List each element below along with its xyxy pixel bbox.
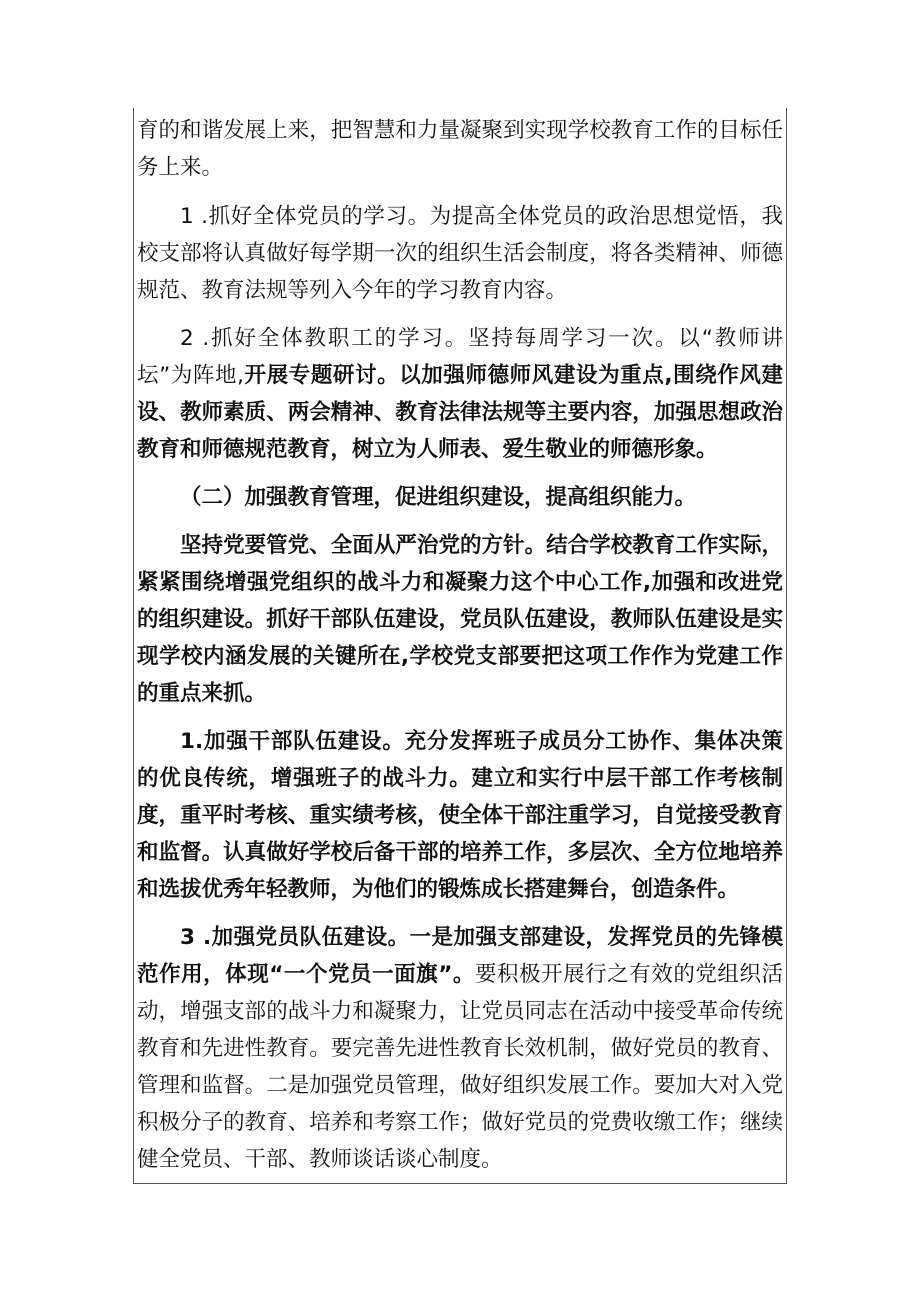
section-heading-education-management: （二）加强教育管理，促进组织建设，提高组织能力。 bbox=[180, 485, 697, 510]
paragraph-staff-study-lead: 2 .抓好全体教职工的学习。坚持每周学习一次。以“教师讲坛”为阵地, bbox=[137, 326, 783, 388]
paragraph-party-governance: 坚持党要管党、全面从严治党的方针。结合学校教育工作实际，紧紧围绕增强党组织的战斗力和凝聚力这个中心工作,加强和改进党的组织建设。抓好干部队伍建设，党员队伍建设，教师队伍建设是实现学校内涵发展的关键所在,学校党支部要把这项工作作为党建工作的重点来抓。 bbox=[137, 533, 783, 706]
paragraph-cadre-team: 1.加强干部队伍建设。充分发挥班子成员分工协作、集体决策的优良传统，增强班子的战斗力。建立和实行中层干部工作考核制度，重平时考核、重实绩考核，使全体干部注重学习，自觉接受教育和监督。认真做好学校后备干部的培养工作，多层次、全方位地培养和选拔优秀年轻教师，为他们的锻炼成长搭建舞台，创造条件。 bbox=[137, 729, 783, 902]
paragraph-continuation: 育的和谐发展上来，把智慧和力量凝聚到实现学校教育工作的目标任务上来。 bbox=[137, 118, 783, 180]
paragraph-staff-study bbox=[137, 320, 783, 468]
paragraph-party-member-team-rest: 要积极开展行之有效的党组织活动，增强支部的战斗力和凝聚力，让党员同志在活动中接受革命传统教育和先进性教育。要完善先进性教育长效机制，做好党员的教育、管理和监督。二是加强党员管理，做好组织发展工作。要加大对入党积极分子的教育、培养和考察工作；做好党员的党费收缴工作；继续健全党员、干部、教师谈话谈心制度。 bbox=[137, 962, 783, 1172]
paragraph-party-member-study: 1 .抓好全体党员的学习。为提高全体党员的政治思想觉悟，我校支部将认真做好每学期一次的组织生活会制度，将各类精神、师德规范、教育法规等列入今年的学习教育内容。 bbox=[137, 204, 783, 303]
document-body bbox=[137, 112, 783, 1189]
paragraph-party-member-team bbox=[137, 919, 783, 1178]
paragraph-party-member-team-bold: 3 .加强党员队伍建设。一是加强支部建设，发挥党员的先锋模范作用，体现“一个党员一面旗”。 bbox=[137, 925, 783, 987]
paragraph-staff-study-bold: 开展专题研讨。以加强师德师风建设为重点,围绕作风建设、教师素质、两会精神、教育法律法规等主要内容，加强思想政治教育和师德规范教育，树立为人师表、爱生敬业的师德形象。 bbox=[137, 363, 783, 462]
